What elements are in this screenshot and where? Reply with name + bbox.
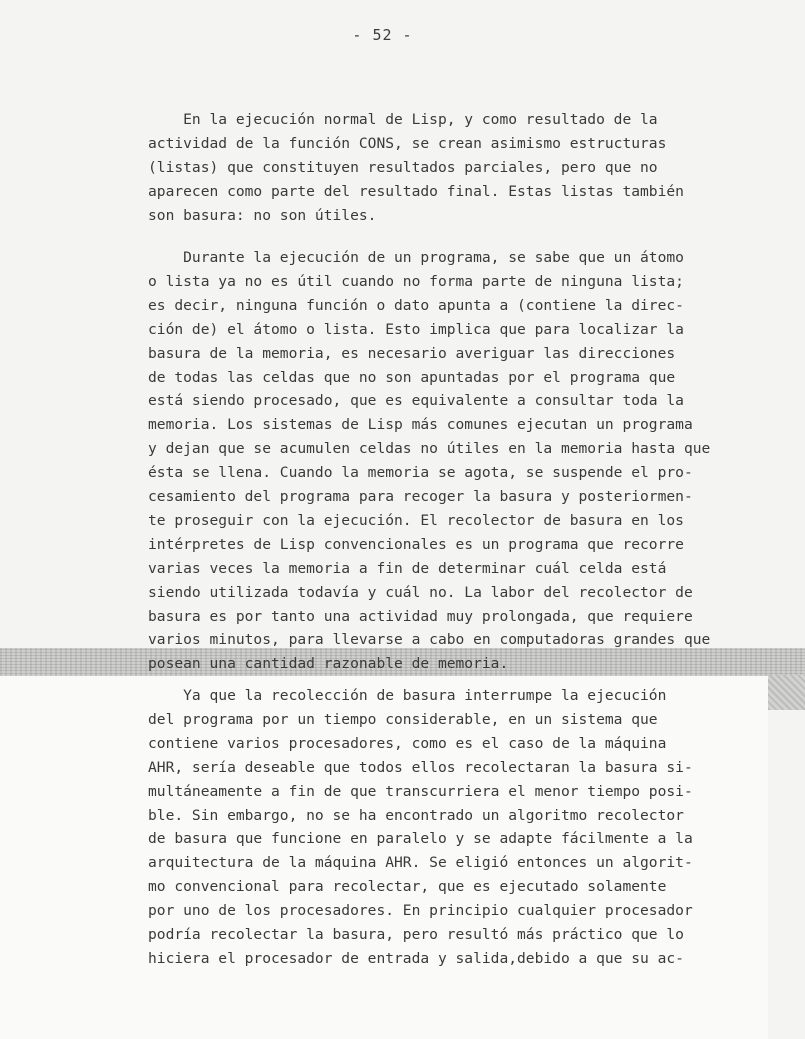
text-line: hiciera el procesador de entrada y salida,debido a que su ac- bbox=[148, 949, 684, 967]
text-line: de todas las celdas que no son apuntadas por el programa que bbox=[148, 368, 676, 386]
text-line: podría recolectar la basura, pero resultó más práctico que lo bbox=[148, 926, 684, 943]
text-line: es decir, ninguna función o dato apunta a (contiene la direc- bbox=[148, 296, 684, 314]
text-line: varias veces la memoria a fin de determinar cuál celda está bbox=[148, 559, 667, 577]
text-line: arquitectura de la máquina AHR. Se eligió entonces un algorit- bbox=[148, 854, 693, 872]
text-line: ésta se llena. Cuando la memoria se agota, se suspende el pro- bbox=[148, 464, 693, 482]
text-line: aparecen como parte del resultado final. Estas listas también bbox=[148, 182, 684, 200]
text-line: Ya que la recolección de basura interrumpe la ejecución bbox=[148, 687, 667, 704]
text-line: o lista ya no es útil cuando no forma parte de ninguna lista; bbox=[148, 272, 684, 290]
text-line: del programa por un tiempo considerable, en un sistema que bbox=[148, 710, 658, 728]
text-line: está siendo procesado, que es equivalente a consultar toda la bbox=[148, 392, 684, 410]
text-line: basura es por tanto una actividad muy prolongada, que requiere bbox=[148, 607, 693, 625]
text-line: te proseguir con la ejecución. El recolector de basura en los bbox=[148, 511, 684, 529]
text-line: por uno de los procesadores. En principio cualquier procesador bbox=[148, 902, 693, 920]
text-line: de basura que funcione en paralelo y se adapte fácilmente a la bbox=[148, 830, 693, 848]
text-line: y dejan que se acumulen celdas no útiles en la memoria hasta que bbox=[148, 440, 711, 458]
text-line: memoria. Los sistemas de Lisp más comunes ejecutan un programa bbox=[148, 416, 693, 434]
scan-shadow-edge bbox=[768, 675, 805, 710]
text-line: multáneamente a fin de que transcurriera el menor tiempo posi- bbox=[148, 782, 693, 800]
text-line: mo convencional para recolectar, que es ejecutado solamente bbox=[148, 878, 667, 896]
text-line: varios minutos, para llevarse a cabo en computadoras grandes que bbox=[148, 631, 711, 649]
text-line: ción de) el átomo o lista. Esto implica que para localizar la bbox=[148, 320, 684, 338]
text-line: AHR, sería deseable que todos ellos recolectaran la basura si- bbox=[148, 758, 693, 776]
text-line: Durante la ejecución de un programa, se sabe que un átomo bbox=[148, 249, 684, 266]
text-line: contiene varios procesadores, como es el caso de la máquina bbox=[148, 734, 667, 752]
text-line: son basura: no son útiles. bbox=[148, 206, 377, 224]
text-line: basura de la memoria, es necesario averiguar las direcciones bbox=[148, 344, 676, 362]
page-number: - 52 - bbox=[352, 26, 413, 44]
text-line: actividad de la función CONS, se crean asimismo estructuras bbox=[148, 134, 667, 152]
text-line: (listas) que constituyen resultados parciales, pero que no bbox=[148, 158, 658, 176]
text-line: posean una cantidad razonable de memoria. bbox=[148, 655, 509, 673]
text-line: ble. Sin embargo, no se ha encontrado un algoritmo recolector bbox=[148, 806, 684, 824]
text-line: intérpretes de Lisp convencionales es un programa que recorre bbox=[148, 535, 684, 553]
text-line: cesamiento del programa para recoger la basura y posteriormen- bbox=[148, 488, 693, 505]
text-line: siendo utilizada todavía y cuál no. La labor del recolector de bbox=[148, 583, 693, 601]
text-line: En la ejecución normal de Lisp, y como resultado de la bbox=[148, 111, 658, 128]
